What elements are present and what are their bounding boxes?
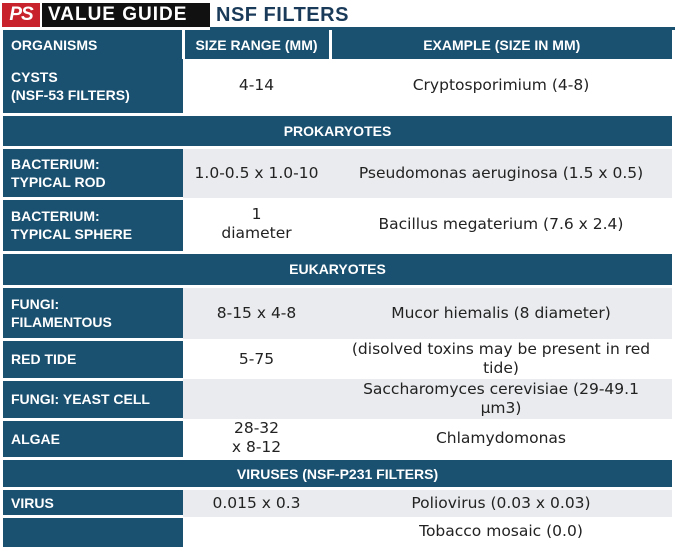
page-header — [0, 0, 675, 30]
organism-line: TYPICAL SPHERE — [11, 226, 133, 242]
size-line: 28-32 — [233, 419, 280, 437]
ps-logo: PS — [2, 3, 40, 27]
example-cell: Tobacco mosaic (0.0) — [330, 517, 672, 547]
section-row — [3, 252, 672, 286]
value-guide-label: VALUE GUIDE — [42, 3, 210, 27]
example-cell: Chlamydomonas — [330, 419, 672, 459]
organism-line: FUNGI: — [11, 295, 60, 312]
example-line: (disolved toxins may be present in red — [351, 340, 651, 358]
organism-cell: RED TIDE — [3, 339, 183, 379]
size-cell: 1.0-0.5 x 1.0-10 — [183, 147, 330, 198]
organism-line: (NSF-53 FILTERS) — [11, 86, 130, 103]
size-cell: 5-75 — [183, 339, 330, 379]
size-cell: 8-15 x 4-8 — [183, 286, 330, 339]
organism-cell: ALGAE — [3, 419, 183, 459]
page-title: NSF FILTERS — [216, 4, 349, 26]
organism-line: CYSTS — [11, 68, 58, 85]
organism-cell — [3, 147, 183, 198]
table-row — [3, 198, 672, 252]
nsf-filters-table — [3, 30, 672, 547]
section-row — [3, 114, 672, 147]
organism-cell — [3, 198, 183, 252]
size-line: 1 — [251, 205, 262, 224]
col-header-organisms: ORGANISMS — [3, 30, 183, 59]
size-line: diameter — [221, 224, 292, 243]
size-cell — [183, 198, 330, 252]
organism-line: BACTERIUM: — [11, 155, 100, 172]
example-cell: Bacillus megaterium (7.6 x 2.4) — [330, 198, 672, 252]
section-row — [3, 459, 672, 489]
section-eukaryotes: EUKARYOTES — [3, 252, 672, 286]
size-line: x 8-12 — [231, 438, 282, 456]
organism-line: BACTERIUM: — [11, 208, 100, 224]
table-row — [3, 339, 672, 379]
size-cell: 0.015 x 0.3 — [183, 489, 330, 517]
col-header-example: EXAMPLE (SIZE IN MM) — [330, 30, 672, 59]
size-cell — [183, 517, 330, 547]
section-viruses: VIRUSES (NSF-P231 FILTERS) — [3, 459, 672, 489]
example-cell: Cryptosporimium (4-8) — [330, 59, 672, 114]
organism-cell — [3, 286, 183, 339]
col-header-size-range: SIZE RANGE (MM) — [183, 30, 330, 59]
example-line: Saccharomyces cerevisiae (29-49.1 — [363, 380, 639, 398]
section-prokaryotes: PROKARYOTES — [3, 114, 672, 147]
example-cell: Poliovirus (0.03 x 0.03) — [330, 489, 672, 517]
table-row — [3, 147, 672, 198]
organism-line: TYPICAL ROD — [11, 173, 106, 190]
example-line: μm3) — [480, 399, 522, 417]
table-row — [3, 517, 672, 547]
size-cell — [183, 379, 330, 419]
organism-cell — [3, 59, 183, 114]
example-cell — [330, 379, 672, 419]
organism-cell — [3, 517, 183, 547]
example-cell: Mucor hiemalis (8 diameter) — [330, 286, 672, 339]
example-cell — [330, 339, 672, 379]
size-cell — [183, 419, 330, 459]
table-row — [3, 59, 672, 114]
organism-cell: VIRUS — [3, 489, 183, 517]
example-line: tide) — [483, 359, 519, 377]
organism-cell: FUNGI: YEAST CELL — [3, 379, 183, 419]
example-cell: Pseudomonas aeruginosa (1.5 x 0.5) — [330, 147, 672, 198]
table-row — [3, 286, 672, 339]
organism-line: FILAMENTOUS — [11, 313, 112, 330]
table-row — [3, 379, 672, 419]
column-header-row — [3, 30, 672, 59]
size-cell: 4-14 — [183, 59, 330, 114]
table-row — [3, 489, 672, 517]
table-row — [3, 419, 672, 459]
